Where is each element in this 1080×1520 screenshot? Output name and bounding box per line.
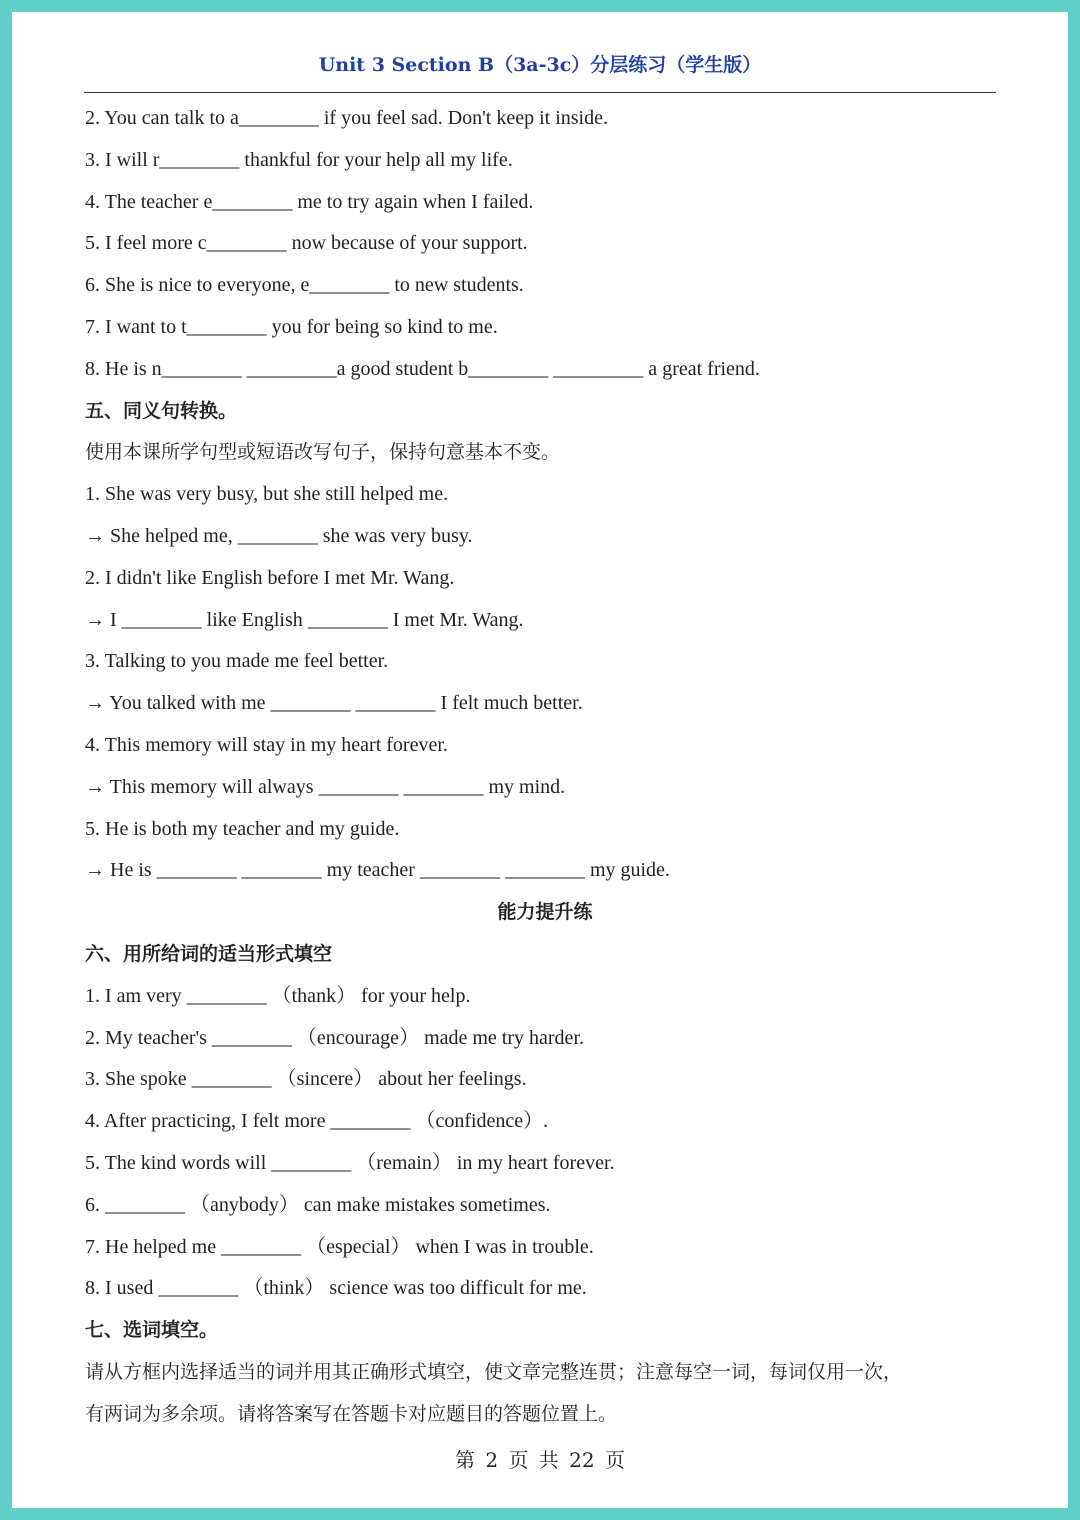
exercise-item: 5. The kind words will ________ （remain） in my heart forever. bbox=[85, 1151, 615, 1174]
section-heading-7: 七、选词填空。 bbox=[85, 1319, 219, 1342]
exercise-item: 7. He helped me ________ （especial） when I was in trouble. bbox=[85, 1235, 594, 1258]
section-instruction-7: 请从方框内选择适当的词并用其正确形式填空，使文章完整连贯；注意每空一词，每词仅用一次， bbox=[85, 1360, 903, 1383]
exercise-item: 7. I want to t________ you for being so kind to me. bbox=[85, 315, 498, 338]
exercise-item: 5. He is both my teacher and my guide. bbox=[85, 817, 400, 840]
section-instruction-5: 使用本课所学句型或短语改写句子，保持句意基本不变。 bbox=[85, 441, 561, 464]
subtitle-ability: 能力提升练 bbox=[497, 901, 593, 924]
document-body bbox=[85, 98, 1005, 1436]
exercise-item: 3. She spoke ________ （sincere） about her feelings. bbox=[85, 1068, 527, 1091]
section-heading-5: 五、同义句转换。 bbox=[85, 399, 238, 422]
exercise-item: 6. ________ （anybody） can make mistakes sometimes. bbox=[85, 1193, 551, 1216]
exercise-item: 6. She is nice to everyone, e________ to new students. bbox=[85, 274, 524, 297]
exercise-item: 5. I feel more c________ now because of your support. bbox=[85, 232, 528, 255]
exercise-answer-line: → She helped me, ________ she was very busy. bbox=[85, 524, 473, 547]
page-number-footer: 第 2 页 共 22 页 bbox=[455, 1448, 625, 1472]
exercise-answer-line: → He is ________ ________ my teacher ________ ________ my guide. bbox=[85, 859, 670, 882]
exercise-item: 4. This memory will stay in my heart forever. bbox=[85, 733, 448, 756]
exercise-item: 2. You can talk to a________ if you feel sad. Don't keep it inside. bbox=[85, 107, 608, 129]
exercise-item: 8. He is n________ _________a good student b________ _________ a great friend. bbox=[85, 357, 760, 380]
exercise-answer-line: → I ________ like English ________ I met Mr. Wang. bbox=[85, 608, 524, 631]
exercise-item: 2. I didn't like English before I met Mr. Wang. bbox=[85, 566, 455, 589]
exercise-answer-line: → You talked with me ________ ________ I felt much better. bbox=[85, 692, 583, 715]
exercise-item: 1. She was very busy, but she still helped me. bbox=[85, 483, 449, 506]
page-header-title: Unit 3 Section B（3a-3c）分层练习（学生版） bbox=[318, 54, 762, 76]
exercise-item: 4. The teacher e________ me to try again when I failed. bbox=[85, 190, 534, 213]
header-divider bbox=[84, 92, 996, 93]
exercise-item: 4. After practicing, I felt more ________ （confidence）. bbox=[85, 1110, 549, 1133]
exercise-answer-line: → This memory will always ________ ________ my mind. bbox=[85, 775, 566, 798]
section-heading-6: 六、用所给词的适当形式填空 bbox=[85, 942, 333, 965]
exercise-item: 1. I am very ________ （thank） for your help. bbox=[85, 984, 471, 1007]
exercise-item: 2. My teacher's ________ （encourage） made me try harder. bbox=[85, 1026, 584, 1049]
exercise-item: 3. I will r________ thankful for your help all my life. bbox=[85, 148, 513, 171]
section-instruction-7-cont: 有两词为多余项。请将答案写在答题卡对应题目的答题位置上。 bbox=[85, 1402, 618, 1425]
exercise-item: 8. I used ________ （think） science was too difficult for me. bbox=[85, 1277, 587, 1300]
document-page bbox=[12, 12, 1068, 1508]
exercise-item: 3. Talking to you made me feel better. bbox=[85, 650, 389, 673]
